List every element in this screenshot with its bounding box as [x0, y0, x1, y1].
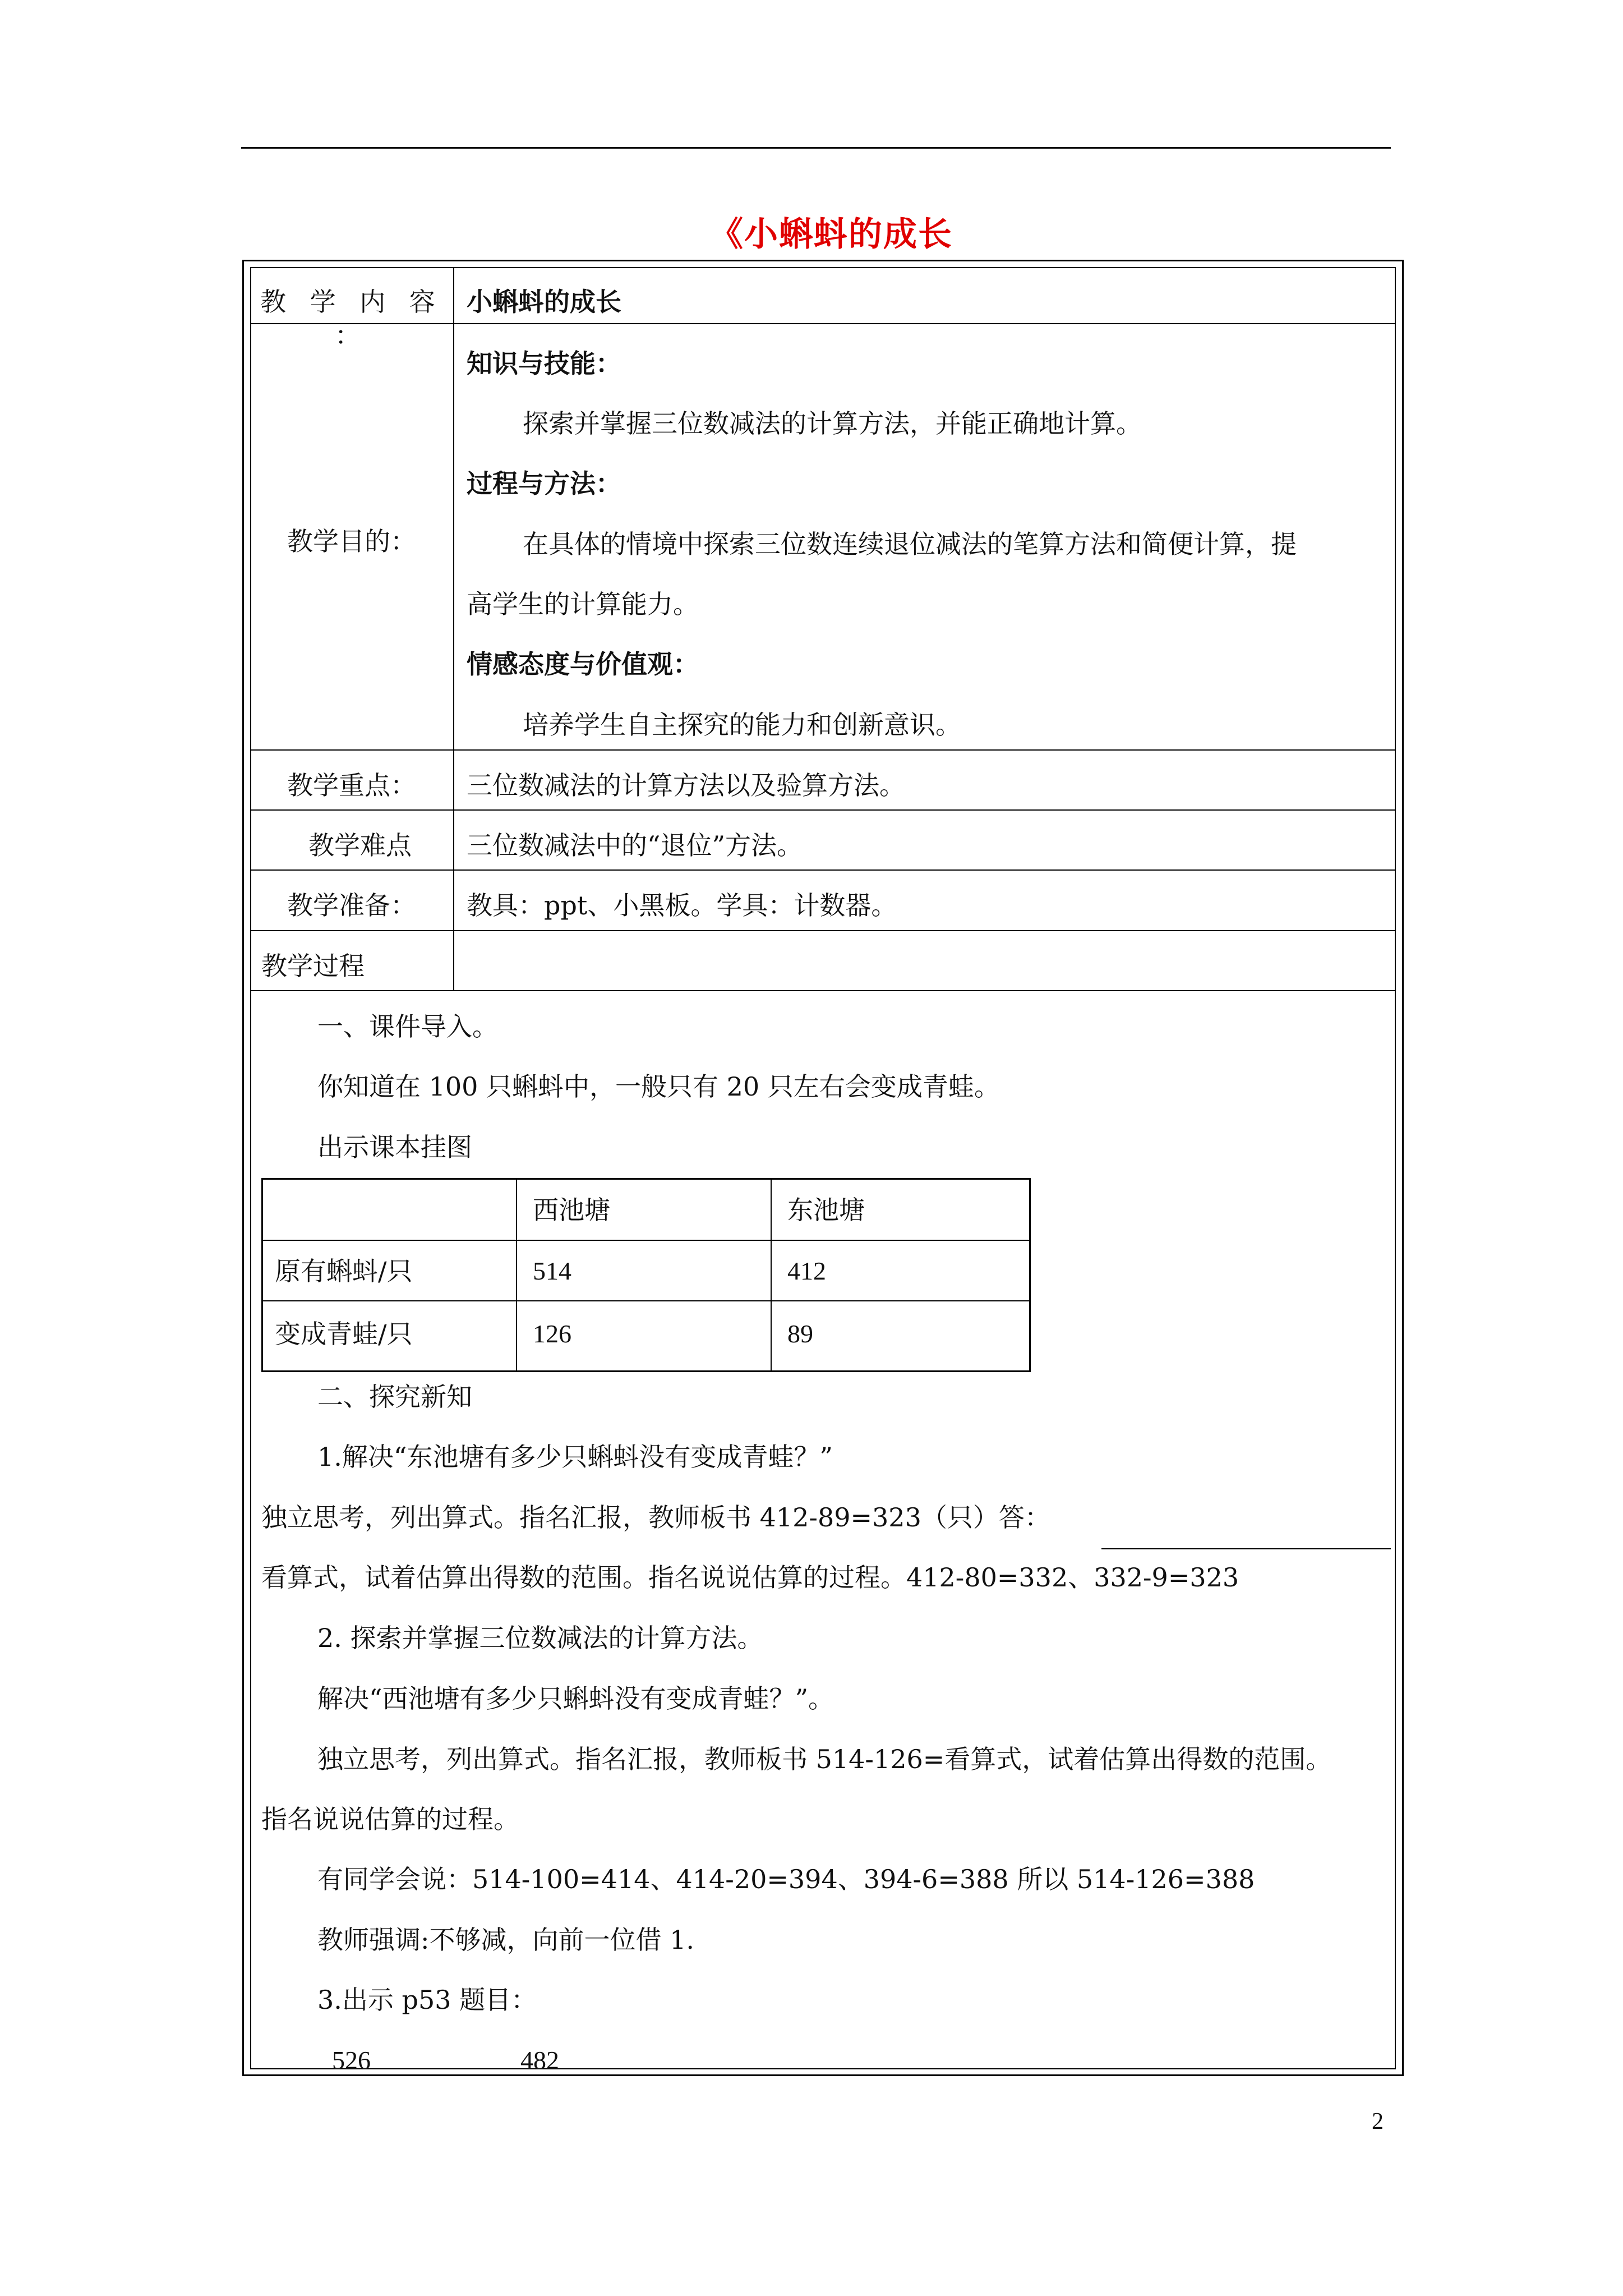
pond-table-cell: 412 — [787, 1257, 826, 1285]
pond-table-header-east: 东池塘 — [787, 1195, 865, 1225]
goal-text-process-line1: 在具体的情境中探索三位数连续退位减法的笔算方法和简便计算，提 — [523, 529, 1297, 559]
difficulty-value: 三位数减法中的“退位”方法。 — [467, 830, 803, 861]
process-line: 你知道在 100 只蝌蚪中，一般只有 20 只左右会变成青蛙。 — [317, 1071, 1000, 1102]
answer-blank — [1101, 1548, 1391, 1549]
process-line: 解决“西池塘有多少只蝌蚪没有变成青蛙？”。 — [317, 1683, 834, 1714]
goal-heading-process: 过程与方法： — [467, 468, 621, 499]
pond-table-row-divider — [261, 1300, 1031, 1301]
process-line: 看算式，试着估算出得数的范围。指名说说估算的过程。412-80=332、332-9=323 — [261, 1562, 1239, 1593]
pond-table-row-divider — [261, 1240, 1031, 1241]
process-line: 教师强调:不够减，向前一位借 1. — [317, 1925, 695, 1955]
process-step-intro: 一、课件导入。 — [317, 1011, 498, 1042]
pond-table-cell: 126 — [533, 1319, 571, 1348]
exercise-number: 526 — [332, 2046, 371, 2074]
preparation-value: 教具：ppt、小黑板。学具：计数器。 — [467, 890, 897, 921]
pond-table-row-label: 变成青蛙/只 — [275, 1319, 413, 1349]
pond-table-cell: 89 — [787, 1319, 813, 1348]
row-divider — [250, 869, 1396, 871]
process-line: 1.解决“东池塘有多少只蝌蚪没有变成青蛙？” — [317, 1442, 833, 1472]
label-difficulty: 教学难点 — [308, 830, 412, 861]
document-title: 《小蝌蚪的成长 — [709, 215, 953, 254]
label-key-point: 教学重点： — [287, 770, 416, 800]
label-teaching-process: 教学过程 — [261, 951, 365, 981]
process-line: 有同学会说：514-100=414、414-20=394、394-6=388 所以 514-126=388 — [317, 1864, 1255, 1894]
row-divider — [250, 990, 1396, 991]
label-teaching-content: 教 学 内 容 ： — [260, 287, 443, 351]
pond-table-col-divider — [771, 1178, 772, 1372]
row-divider — [250, 749, 1396, 751]
label-preparation: 教学准备： — [287, 890, 416, 921]
goal-heading-attitude: 情感态度与价值观： — [467, 649, 699, 679]
header-rule — [241, 147, 1391, 149]
process-line: 3.出示 p53 题目： — [317, 1985, 537, 2015]
key-point-value: 三位数减法的计算方法以及验算方法。 — [467, 770, 905, 800]
goal-heading-knowledge: 知识与技能： — [467, 348, 621, 379]
teaching-content-value: 小蝌蚪的成长 — [467, 287, 621, 317]
process-line: 出示课本挂图 — [317, 1132, 472, 1162]
page-number: 2 — [1372, 2109, 1384, 2134]
pond-table-col-divider — [516, 1178, 517, 1372]
pond-table-header-west: 西池塘 — [533, 1195, 610, 1225]
process-line: 指名说说估算的过程。 — [261, 1804, 519, 1834]
goal-text-knowledge: 探索并掌握三位数减法的计算方法，并能正确地计算。 — [523, 408, 1142, 439]
row-divider — [250, 809, 1396, 811]
row-divider — [250, 930, 1396, 931]
goal-text-attitude: 培养学生自主探究的能力和创新意识。 — [523, 710, 961, 740]
process-line: 2. 探索并掌握三位数减法的计算方法。 — [317, 1623, 763, 1653]
process-step-explore: 二、探究新知 — [317, 1382, 472, 1412]
pond-table-cell: 514 — [533, 1257, 571, 1285]
exercise-number: 482 — [520, 2046, 559, 2074]
column-divider — [453, 267, 454, 990]
process-line: 独立思考，列出算式。指名汇报，教师板书 514-126=看算式，试着估算出得数的范围。 — [317, 1744, 1332, 1774]
process-line: 独立思考，列出算式。指名汇报，教师板书 412-89=323（只）答： — [261, 1502, 1050, 1533]
pond-table-row-label: 原有蝌蚪/只 — [275, 1256, 413, 1286]
goal-text-process-line2: 高学生的计算能力。 — [467, 589, 699, 619]
label-teaching-goals: 教学目的： — [287, 526, 416, 556]
